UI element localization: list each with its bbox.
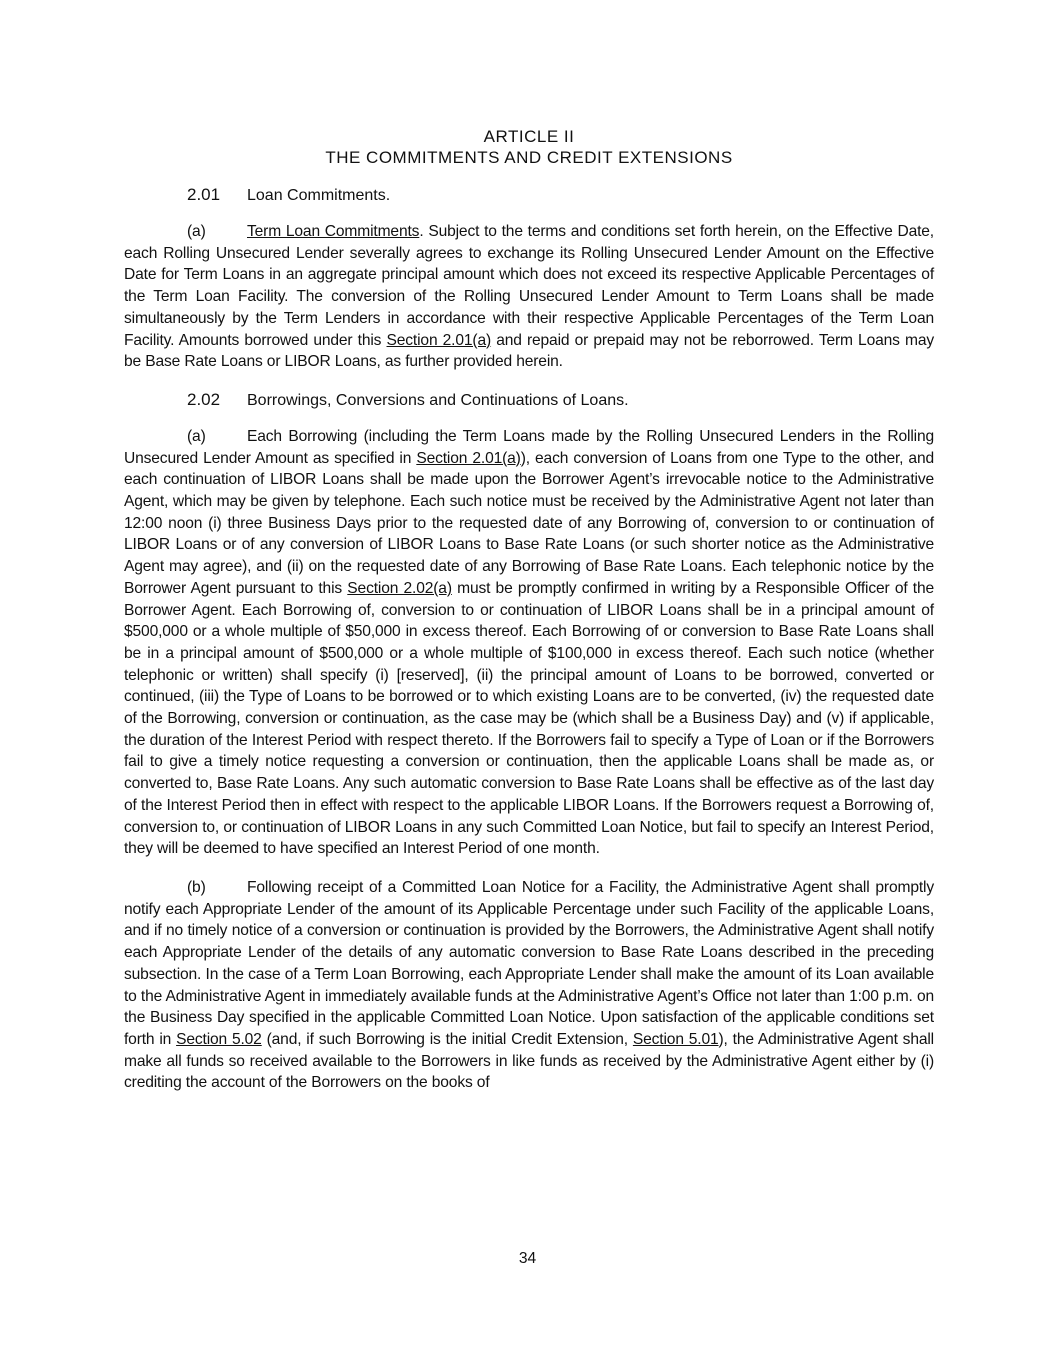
section-number: 2.02 — [187, 389, 221, 409]
section-number: 2.01 — [187, 185, 221, 204]
section-title: Loan Commitments. — [247, 187, 391, 204]
section-ref-link[interactable]: Section 2.01(a) — [386, 331, 492, 349]
paragraph-2-01-a: (a) Term Loan Commitments. Subject to the terms and conditions set forth herein, on the Effective Date, each Rolling Unsecured Lender severally agrees to exchange its Rolling Unsecured Lender Amount on the Effective Date for Term Loans in an aggregate principal amount which does not exceed its respective Applicable Percentages of the Term Loan Facility. The conversion of the Rolling Unsecured Lender Amount to Term Loans shall be made simultaneously by the Term Lenders in accordance with their respective Applicable Percentages of the Term Loan Facility. Amounts borrowed under this Section 2.01(a) and repaid or prepaid may not be reborrowed. Term Loans may be Base Rate Loans or LIBOR Loans, as further provided herein. — [124, 223, 934, 371]
article-number: ARTICLE II — [483, 127, 575, 146]
section-ref-link[interactable]: Section 5.02 — [176, 1030, 262, 1048]
paragraph-2-02-a: (a) Each Borrowing (including the Term Loans made by the Rolling Unsecured Lenders in the Rolling Unsecured Lender Amount as specified in Section 2.01(a)), each conversion of Loans from one Type to the other, and each continuation of LIBOR Loans shall be made upon the Borrower Agent’s irrevocable notice to the Administrative Agent, which may be given by telephone. Each such notice must be received by the Administrative Agent not later than 12:00 noon (i) three Business Days prior to the requested date of any Borrowing of, conversion to or continuation of LIBOR Loans or of any conversion of LIBOR Loans to Base Rate Loans (or such shorter notice as the Administrative Agent may agree), and (ii) on the requested date of any Borrowing of Base Rate Loans. Each telephonic notice by the Borrower Agent pursuant to this Section 2.02(a) must be promptly confirmed in writing by a Responsible Officer of the Borrower Agent. Each Borrowing of, conversion to or continuation of LIBOR Loans shall be in a principal amount of $500,000 or a whole multiple of $50,000 in excess thereof. Each Borrowing of or conversion to Base Rate Loans shall be in a principal amount of $500,000 or a whole multiple of $100,000 in excess thereof. Each such notice (whether telephonic or written) shall specify (i) [reserved], (ii) the principal amount of Loans to be borrowed, converted or continued, (iii) the Type of Loans to be borrowed or to which existing Loans are to be converted, (iv) the requested date of the Borrowing, conversion or continuation, as the case may be (which shall be a Business Day) and (v) if applicable, the duration of the Interest Period with respect thereto. If the Borrowers fail to specify a Type of Loan or if the Borrowers fail to give a timely notice requesting a conversion or continuation, then the applicable Loans shall be made as, or converted to, Base Rate Loans. Any such automatic conversion to Base Rate Loans shall be effective as of the last day of the Interest Period then in effect with respect to the applicable LIBOR Loans. If the Borrowers request a Borrowing of, conversion to, or continuation of LIBOR Loans in any such Committed Loan Notice, but fail to specify an Interest Period, they will be deemed to have specified an Interest Period of one month. — [124, 427, 935, 858]
section-title: Borrowings, Conversions and Continuations of Loans. — [247, 391, 629, 409]
article-title: THE COMMITMENTS AND CREDIT EXTENSIONS — [325, 148, 733, 167]
section-2-02-heading — [124, 390, 934, 411]
section-ref-link[interactable]: Section 2.01(a) — [416, 449, 521, 467]
term-loan-commitments-heading: Term Loan Commitments — [247, 223, 420, 240]
section-ref-link[interactable]: Section 2.02(a) — [347, 579, 452, 597]
paragraph-2-02-b: (b) Following receipt of a Committed Loan Notice for a Facility, the Administrative Agent shall promptly notify each Appropriate Lender of the amount of its Applicable Percentage under such Facility of the applicable Loans, and if no timely notice of a conversion or continuation is provided by the Borrowers, the Administrative Agent shall notify each Appropriate Lender of the details of any automatic conversion to Base Rate Loans described in the preceding subsection. In the case of a Term Loan Borrowing, each Appropriate Lender shall make the amount of its Loan available to the Administrative Agent in immediately available funds at the Administrative Agent’s Office not later than 1:00 p.m. on the Business Day specified in the applicable Committed Loan Notice. Upon satisfaction of the applicable conditions set forth in Section 5.02 (and, if such Borrowing is the initial Credit Extension, Section 5.01), the Administrative Agent shall make all funds so received available to the Borrowers in like funds as received by the Administrative Agent either by (i) crediting the account of the Borrowers on the books of — [124, 878, 934, 1092]
section-2-01-heading — [124, 185, 934, 206]
section-ref-link[interactable]: Section 5.01 — [632, 1030, 719, 1048]
paragraph-label: (a) — [187, 223, 206, 240]
page-number: 34 — [518, 1250, 537, 1267]
paragraph-label: (b) — [187, 878, 206, 896]
paragraph-label: (a) — [187, 427, 206, 445]
document-page — [124, 126, 934, 1094]
